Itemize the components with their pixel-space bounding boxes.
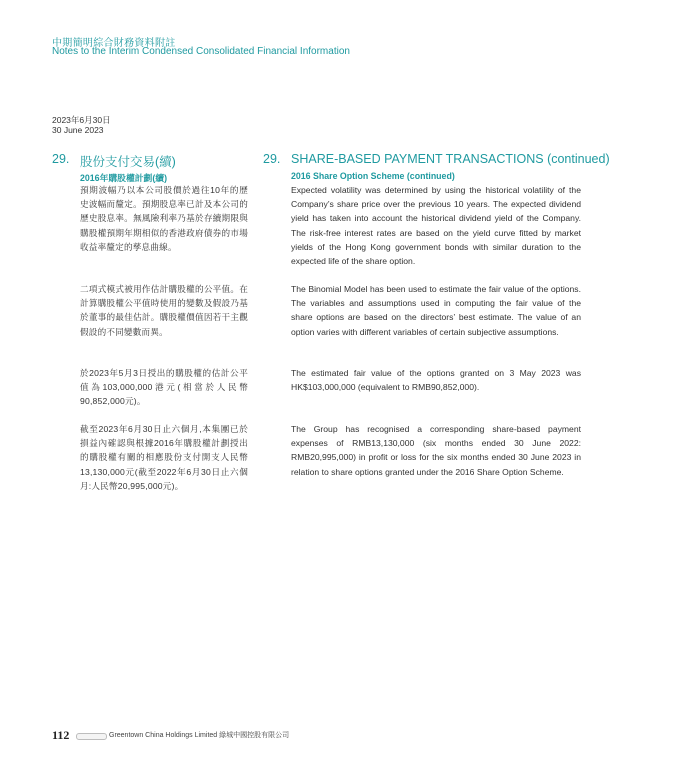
header-title-zh: 中期簡明綜合財務資料附註 bbox=[52, 38, 176, 49]
paragraph-en: The Binomial Model has been used to estimate the fair value of the options. The variables and assumptions used in computing the fair value of the share options are based on the directors’ best estimate. The value of an option varies with different variables of certain subjective assumptions. bbox=[291, 284, 581, 337]
header-title-en: Notes to the Interim Condensed Consolidated Financial Information bbox=[52, 46, 350, 57]
paragraph-en: The estimated fair value of the options granted on 3 May 2023 was HK$103,000,000 (equivalent to RMB90,852,000). bbox=[291, 368, 581, 393]
subtitle-en: 2016 Share Option Scheme (continued) bbox=[291, 171, 455, 181]
paragraph-zh: 預期波幅乃以本公司股價於過往10年的歷史波幅而釐定。預期股息率已計及本公司的歷史股息率。無風險利率乃基於存續期限與購股權預期年期相似的香港政府債券的市場收益率釐定的孳息曲線。 bbox=[80, 185, 248, 252]
date-en: 30 June 2023 bbox=[52, 125, 104, 135]
paragraph-zh: 於2023年5月3日授出的購股權的估計公平值為103,000,000港元(相當於人民幣90,852,000元)。 bbox=[80, 368, 248, 407]
footer-decoration-bar bbox=[76, 733, 107, 740]
date-zh: 2023年6月30日 bbox=[52, 115, 111, 125]
subtitle-zh: 2016年購股權計劃(續) bbox=[80, 173, 168, 183]
paragraph-zh: 截至2023年6月30日止六個月,本集團已於損益內確認與根據2016年購股權計劃授出的購股權有關的相應股份支付開支人民幣13,130,000元(截至2022年6月30日止六個月:人民幣20,995,000元)。 bbox=[80, 424, 248, 491]
paragraph-en: The Group has recognised a corresponding share-based payment expenses of RMB13,130,000 (six months ended 30 June 2022: RMB20,995,000) in profit or loss for the six months ended 30 June 2023 in relation to share options granted under the 2016 Share Option Scheme. bbox=[291, 424, 581, 477]
section-number-en: 29. bbox=[263, 152, 281, 166]
paragraph-en: Expected volatility was determined by using the historical volatility of the Company’s share price over the previous 10 years. The expected dividend yield has taken into account the historical dividend yield of the Company. The risk-free interest rates are based on the yield curve fitted by market yields of the Hong Kong government bonds with similar duration to the expected life of the share option. bbox=[291, 185, 581, 267]
footer-company-name: Greentown China Holdings Limited 綠城中國控股有限公司 bbox=[109, 732, 290, 739]
page-number: 112 bbox=[52, 728, 70, 742]
paragraph-zh: 二項式模式被用作估計購股權的公平值。在計算購股權公平值時使用的變數及假設乃基於董事的最佳估計。購股權價值因若干主觀假設的不同變數而異。 bbox=[80, 284, 248, 337]
section-number-zh: 29. bbox=[52, 152, 70, 166]
section-title-zh: 股份支付交易(續) bbox=[80, 155, 176, 169]
section-title-en: SHARE-BASED PAYMENT TRANSACTIONS (continued) bbox=[291, 152, 610, 166]
